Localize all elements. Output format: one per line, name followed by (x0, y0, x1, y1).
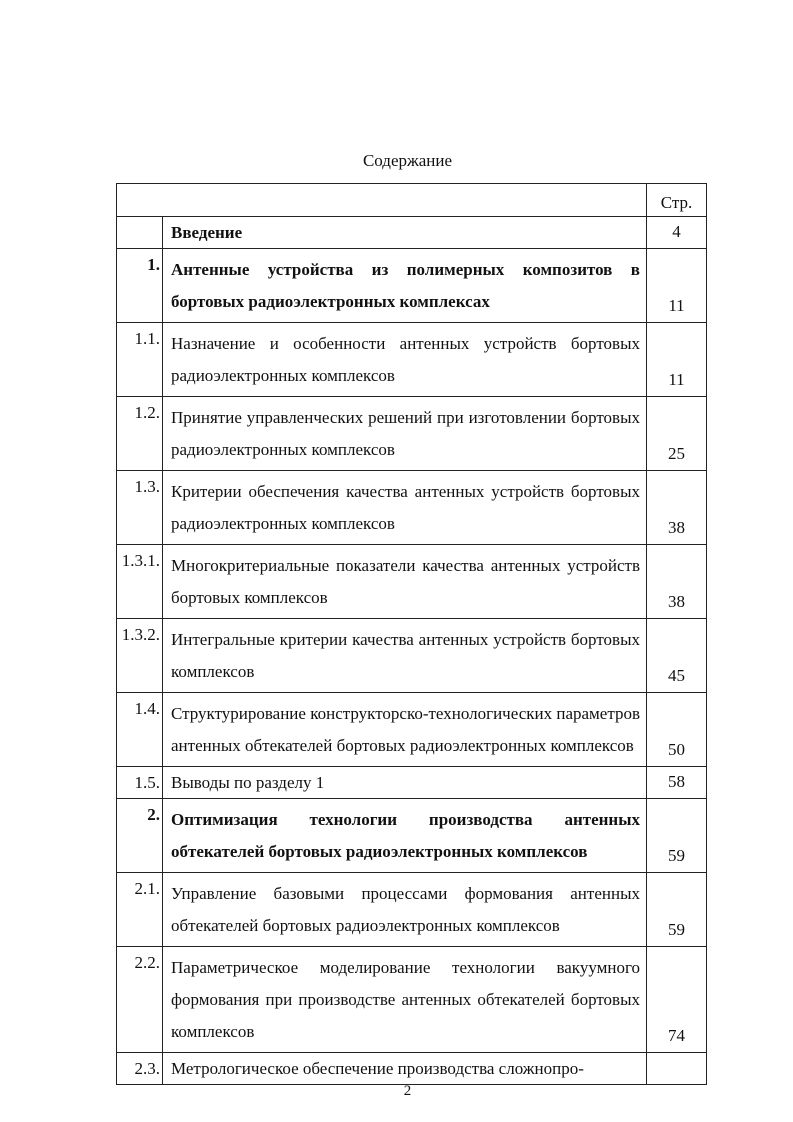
section-title: Критерии обеспечения качества антенных устройств бортовых радиоэлектронных комплексов (163, 471, 647, 545)
section-title: Метрологическое обеспечение производства сложнопро- (163, 1053, 647, 1085)
section-number: 1. (117, 249, 163, 323)
section-number: 1.5. (117, 767, 163, 799)
toc-row (117, 693, 707, 767)
section-page: 45 (647, 619, 707, 693)
toc-row (117, 799, 707, 873)
section-page: 38 (647, 471, 707, 545)
section-title: Оптимизация технологии производства антенных обтекателей бортовых радиоэлектронных комплексов (163, 799, 647, 873)
toc-row (117, 767, 707, 799)
section-number: 1.2. (117, 397, 163, 471)
section-number (117, 217, 163, 249)
section-title: Выводы по разделу 1 (163, 767, 647, 799)
section-number: 1.3. (117, 471, 163, 545)
table-of-contents (116, 183, 707, 1085)
section-title: Структурирование конструкторско-технологических параметров антенных обтекателей бортовых радиоэлектронных комплексов (163, 693, 647, 767)
section-page: 50 (647, 693, 707, 767)
section-title: Интегральные критерии качества антенных устройств бортовых комплексов (163, 619, 647, 693)
section-title: Параметрическое моделирование технологии вакуумного формования при производстве антенных обтекателей бортовых комплексов (163, 947, 647, 1053)
section-number: 2.2. (117, 947, 163, 1053)
section-number: 1.3.2. (117, 619, 163, 693)
section-title: Многокритериальные показатели качества антенных устройств бортовых комплексов (163, 545, 647, 619)
section-title: Управление базовыми процессами формования антенных обтекателей бортовых радиоэлектронных комплексов (163, 873, 647, 947)
section-title: Принятие управленческих решений при изготовлении бортовых радиоэлектронных комплексов (163, 397, 647, 471)
section-number: 2.3. (117, 1053, 163, 1085)
page-column-header: Стр. (647, 184, 707, 217)
page-title: Содержание (362, 151, 453, 170)
page-number: 2 (403, 1083, 412, 1099)
toc-header-row (117, 184, 707, 217)
section-page: 38 (647, 545, 707, 619)
section-number: 2. (117, 799, 163, 873)
section-page: 11 (647, 249, 707, 323)
section-title: Назначение и особенности антенных устройств бортовых радиоэлектронных комплексов (163, 323, 647, 397)
section-number: 1.3.1. (117, 545, 163, 619)
section-number: 1.1. (117, 323, 163, 397)
toc-row (117, 545, 707, 619)
section-page: 58 (647, 767, 707, 799)
section-page: 11 (647, 323, 707, 397)
toc-row (117, 471, 707, 545)
toc-row (117, 1053, 707, 1085)
toc-row (117, 217, 707, 249)
section-number: 2.1. (117, 873, 163, 947)
toc-row (117, 323, 707, 397)
toc-row (117, 619, 707, 693)
section-page: 59 (647, 799, 707, 873)
section-page: 74 (647, 947, 707, 1053)
toc-header-blank (117, 184, 647, 217)
section-number: 1.4. (117, 693, 163, 767)
toc-row (117, 249, 707, 323)
toc-row (117, 397, 707, 471)
toc-row (117, 873, 707, 947)
section-page: 4 (647, 217, 707, 249)
section-title: Антенные устройства из полимерных композитов в бортовых радиоэлектронных комплексах (163, 249, 647, 323)
section-title: Введение (163, 217, 647, 249)
section-page (647, 1053, 707, 1085)
section-page: 59 (647, 873, 707, 947)
toc-row (117, 947, 707, 1053)
section-page: 25 (647, 397, 707, 471)
